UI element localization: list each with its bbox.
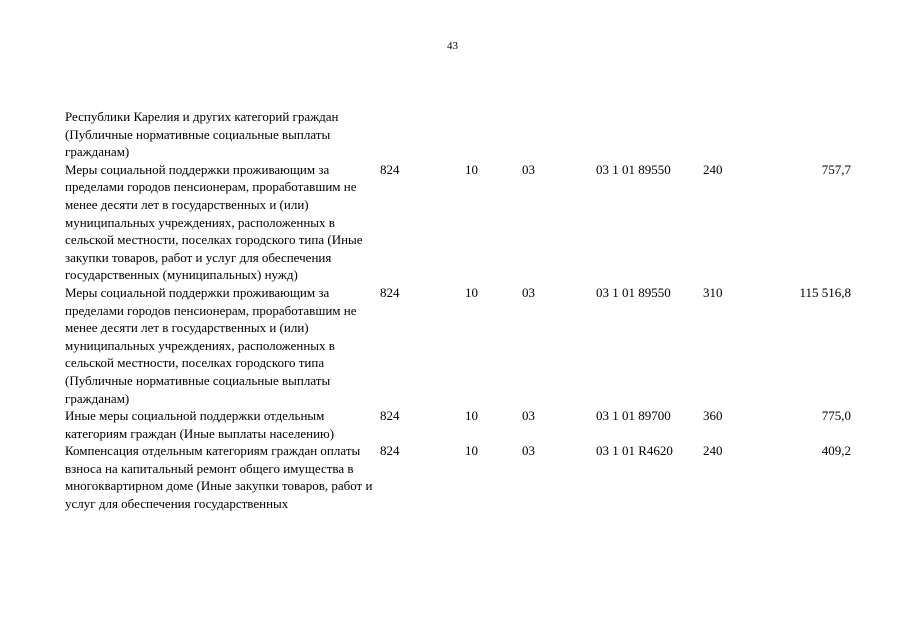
amount: 115 516,8	[799, 284, 851, 300]
budget-table	[0, 108, 905, 513]
ministry-code: 824	[380, 161, 400, 177]
section-code: 10	[465, 408, 478, 424]
amount: 757,7	[821, 161, 851, 177]
subsection-code: 03	[522, 443, 535, 459]
ministry-code: 824	[380, 408, 400, 424]
expense-type-code: 360	[703, 408, 723, 424]
target-article-code: 03 1 01 89550	[596, 284, 671, 300]
page-number: 43	[447, 40, 458, 52]
amount: 775,0	[821, 408, 851, 424]
section-code: 10	[465, 443, 478, 459]
target-article-code: 03 1 01 R4620	[596, 443, 673, 459]
table-row	[0, 161, 905, 284]
section-code: 10	[465, 284, 478, 300]
row-description: Иные меры социальной поддержки отдельным категориям граждан (Иные выплаты населению)	[65, 408, 335, 441]
table-row	[0, 442, 905, 512]
subsection-code: 03	[522, 161, 535, 177]
section-code: 10	[465, 161, 478, 177]
ministry-code: 824	[380, 443, 400, 459]
ministry-code: 824	[380, 284, 400, 300]
expense-type-code: 240	[703, 443, 723, 459]
subsection-code: 03	[522, 284, 535, 300]
subsection-code: 03	[522, 408, 535, 424]
expense-type-code: 240	[703, 161, 723, 177]
table-row	[0, 108, 905, 161]
row-description: Меры социальной поддержки проживающим за пределами городов пенсионерам, проработавшим не менее десяти лет в государственных и (или) муниципальных учреждениях, расположенных в сельской местности, поселках городского типа (Публичные нормативные социальные выплаты гражданам)	[65, 284, 357, 406]
table-row	[0, 407, 905, 442]
row-description: Меры социальной поддержки проживающим за пределами городов пенсионерам, проработавшим не менее десяти лет в государственных и (или) муниципальных учреждениях, расположенных в сельской местности, поселках городского типа (Иные закупки товаров, работ и услуг для обеспечения государственных (муниципальных) нужд)	[65, 161, 363, 283]
amount: 409,2	[821, 443, 851, 459]
target-article-code: 03 1 01 89550	[596, 161, 671, 177]
row-description: Компенсация отдельным категориям граждан оплаты взноса на капитальный ремонт общего имущества в многоквартирном доме (Иные закупки товаров, работ и услуг для обеспечения государственных	[65, 443, 373, 512]
row-description: Республики Карелия и других категорий граждан (Публичные нормативные социальные выплаты гражданам)	[65, 109, 339, 160]
expense-type-code: 310	[703, 284, 723, 300]
table-row	[0, 284, 905, 407]
target-article-code: 03 1 01 89700	[596, 408, 671, 424]
